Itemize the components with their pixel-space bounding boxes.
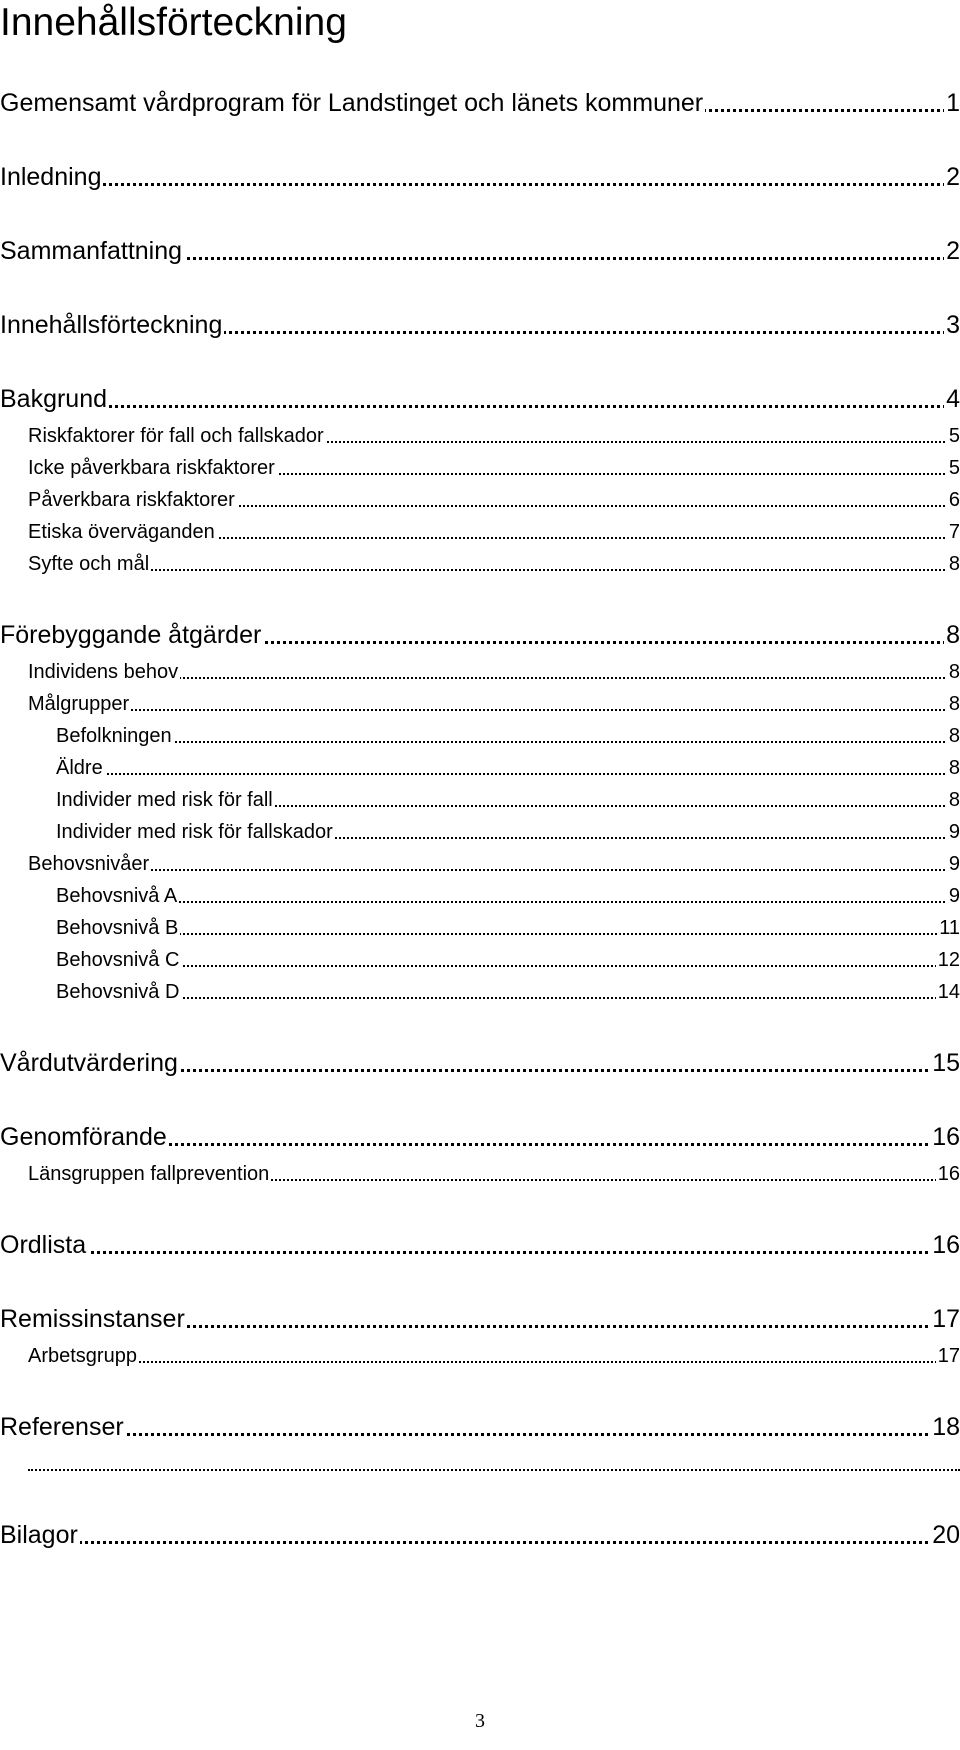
toc-entry-label: Bilagor bbox=[0, 1521, 78, 1549]
toc-entry-page: 9 bbox=[948, 885, 960, 907]
toc-entry[interactable] bbox=[0, 1446, 960, 1476]
toc-entry[interactable] bbox=[0, 878, 960, 908]
toc-entry[interactable] bbox=[0, 1230, 960, 1260]
toc-entry-page: 14 bbox=[937, 981, 960, 1003]
page-number: 3 bbox=[475, 1710, 485, 1732]
toc-entry[interactable] bbox=[0, 310, 960, 340]
toc-entry-page: 15 bbox=[932, 1049, 960, 1077]
dot-leader bbox=[56, 997, 960, 999]
toc-entry[interactable] bbox=[0, 1048, 960, 1078]
toc-entry-page: 7 bbox=[948, 521, 960, 543]
toc-entry-page: 9 bbox=[948, 853, 960, 875]
toc-entry-label: Syfte och mål bbox=[28, 553, 150, 575]
toc-entry-label: Genomförande bbox=[0, 1123, 167, 1151]
toc-entry-label: Remissinstanser bbox=[0, 1305, 185, 1333]
dot-leader bbox=[28, 1361, 960, 1363]
toc-entry-page: 8 bbox=[948, 553, 960, 575]
toc-entry[interactable] bbox=[0, 750, 960, 780]
toc-entry-page: 16 bbox=[932, 1231, 960, 1259]
toc-entry-page: 8 bbox=[948, 789, 960, 811]
toc-entry-page: 18 bbox=[932, 1413, 960, 1441]
toc-entry[interactable] bbox=[0, 384, 960, 414]
toc-entry-label: Sammanfattning bbox=[0, 237, 183, 265]
toc-entry-page: 5 bbox=[948, 425, 960, 447]
toc-entry[interactable] bbox=[0, 782, 960, 812]
toc-entry[interactable] bbox=[0, 418, 960, 448]
toc-entry-label: Referenser bbox=[0, 1413, 124, 1441]
toc-entry-label: Gemensamt vårdprogram för Landstinget och länets kommuner bbox=[0, 89, 704, 117]
toc-entry[interactable] bbox=[0, 546, 960, 576]
toc-entry-label: Länsgruppen fallprevention bbox=[28, 1163, 270, 1185]
toc-entry-label: Bakgrund bbox=[0, 385, 108, 413]
toc-entry[interactable] bbox=[0, 654, 960, 684]
toc-entry-label: Behovsnivå A bbox=[56, 885, 178, 907]
toc-entry[interactable] bbox=[0, 910, 960, 940]
toc-entry-label: Förebyggande åtgärder bbox=[0, 621, 262, 649]
toc-entry[interactable] bbox=[0, 1338, 960, 1368]
toc-entry[interactable] bbox=[0, 846, 960, 876]
toc-entry-page: 16 bbox=[937, 1163, 960, 1185]
toc-entry[interactable] bbox=[0, 718, 960, 748]
toc-entry[interactable] bbox=[0, 620, 960, 650]
toc-entry-page: 4 bbox=[946, 385, 960, 413]
toc-entry[interactable] bbox=[0, 482, 960, 512]
toc-entry[interactable] bbox=[0, 974, 960, 1004]
toc-entry-label: Äldre bbox=[56, 757, 103, 779]
toc-entry-label: Behovsnivåer bbox=[28, 853, 150, 875]
toc-entry-page: 17 bbox=[932, 1305, 960, 1333]
toc-entry-page: 17 bbox=[937, 1345, 960, 1367]
dot-leader bbox=[28, 709, 960, 711]
toc-entry[interactable] bbox=[0, 686, 960, 716]
toc-entry-label: Riskfaktorer för fall och fallskador bbox=[28, 425, 324, 447]
toc-entry-page: 8 bbox=[948, 661, 960, 683]
dot-leader bbox=[56, 773, 960, 775]
toc-entry[interactable] bbox=[0, 88, 960, 118]
toc-entry-page: 8 bbox=[948, 693, 960, 715]
toc-entry-label: Arbetsgrupp bbox=[28, 1345, 137, 1367]
toc-entry-label: Innehållsförteckning bbox=[0, 311, 223, 339]
dot-leader bbox=[0, 1541, 960, 1544]
dot-leader bbox=[56, 933, 960, 935]
toc-entry-page: 3 bbox=[946, 311, 960, 339]
dot-leader bbox=[28, 569, 960, 571]
toc-entry-page: 20 bbox=[932, 1521, 960, 1549]
toc-entry[interactable] bbox=[0, 162, 960, 192]
dot-leader bbox=[28, 869, 960, 871]
dot-leader bbox=[56, 901, 960, 903]
toc-entry[interactable] bbox=[0, 236, 960, 266]
dot-leader bbox=[56, 965, 960, 967]
toc-entry-label: Behovsnivå D bbox=[56, 981, 180, 1003]
page-title: Innehållsförteckning bbox=[0, 1, 347, 44]
toc-entry-page: 8 bbox=[946, 621, 960, 649]
toc-entry[interactable] bbox=[0, 1520, 960, 1550]
toc-entry-page: 8 bbox=[948, 725, 960, 747]
toc-entry-page: 16 bbox=[932, 1123, 960, 1151]
dot-leader bbox=[28, 1469, 960, 1471]
toc-entry-page: 8 bbox=[948, 757, 960, 779]
toc-entry-page: 2 bbox=[946, 163, 960, 191]
toc-entry-label: Behovsnivå C bbox=[56, 949, 180, 971]
toc-entry-page: 9 bbox=[948, 821, 960, 843]
toc-entry-label: Inledning bbox=[0, 163, 102, 191]
toc-entry[interactable] bbox=[0, 1122, 960, 1152]
toc-entry-label: Behovsnivå B bbox=[56, 917, 179, 939]
toc-entry[interactable] bbox=[0, 1412, 960, 1442]
dot-leader bbox=[0, 1251, 960, 1254]
toc-entry-label: Individer med risk för fallskador bbox=[56, 821, 333, 843]
dot-leader bbox=[0, 405, 960, 408]
dot-leader bbox=[56, 741, 960, 743]
toc-entry-page: 12 bbox=[937, 949, 960, 971]
toc-entry-label: Icke påverkbara riskfaktorer bbox=[28, 457, 275, 479]
toc-entry-label: Vårdutvärdering bbox=[0, 1049, 178, 1077]
toc-entry-label: Ordlista bbox=[0, 1231, 87, 1259]
toc-entry-label: Påverkbara riskfaktorer bbox=[28, 489, 235, 511]
toc-entry[interactable] bbox=[0, 514, 960, 544]
toc-entry-page: 2 bbox=[946, 237, 960, 265]
toc-entry-label: Målgrupper bbox=[28, 693, 130, 715]
toc-entry-label: Befolkningen bbox=[56, 725, 172, 747]
dot-leader bbox=[0, 183, 960, 186]
toc-entry-page: 6 bbox=[948, 489, 960, 511]
toc-entry-page: 5 bbox=[948, 457, 960, 479]
toc-entry[interactable] bbox=[0, 450, 960, 480]
toc-entry-label: Etiska överväganden bbox=[28, 521, 215, 543]
toc-entry[interactable] bbox=[0, 1156, 960, 1186]
toc-entry[interactable] bbox=[0, 942, 960, 972]
toc-entry-label: Individer med risk för fall bbox=[56, 789, 273, 811]
toc-entry[interactable] bbox=[0, 1304, 960, 1334]
toc-entry-label: Individens behov bbox=[28, 661, 179, 683]
toc-entry-page: 1 bbox=[946, 89, 960, 117]
dot-leader bbox=[0, 1433, 960, 1436]
toc-entry-page: 11 bbox=[939, 917, 960, 939]
toc-entry[interactable] bbox=[0, 814, 960, 844]
